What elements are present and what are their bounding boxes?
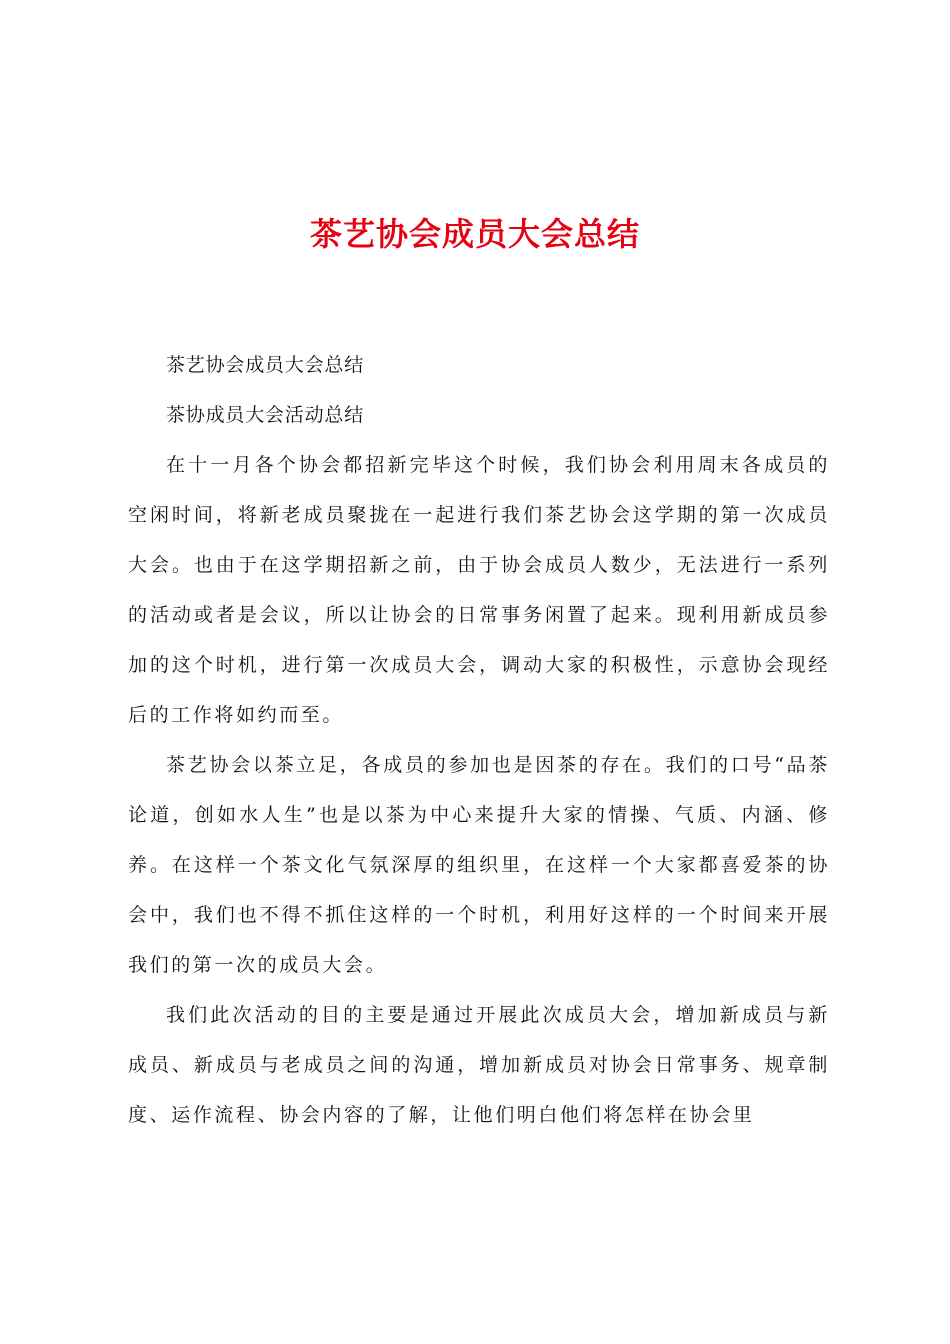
- paragraph-tea-culture: 茶艺协会以茶立足，各成员的参加也是因茶的存在。我们的口号“品茶论道，创如水人生”也是以茶为中心来提升大家的情操、气质、内涵、修养。在这样一个茶文化气氛深厚的组织里，在这样一个大家都喜爱茶的协会中，我们也不得不抓住这样的一个时机，利用好这样的一个时间来开展我们的第一次的成员大会。: [128, 754, 830, 976]
- paragraph-intro: 在十一月各个协会都招新完毕这个时候，我们协会利用周末各成员的空闲时间，将新老成员聚拢在一起进行我们茶艺协会这学期的第一次成员大会。也由于在这学期招新之前，由于协会成员人数少，无法进行一系列的活动或者是会议，所以让协会的日常事务闲置了起来。现利用新成员参加的这个时机，进行第一次成员大会，调动大家的积极性，示意协会现经后的工作将如约而至。: [128, 454, 830, 726]
- document-title: 茶艺协会成员大会总结: [309, 215, 640, 253]
- paragraph-subtitle-2: 茶协成员大会活动总结: [166, 404, 365, 426]
- document-body: [128, 340, 830, 1140]
- paragraph-subtitle-1: 茶艺协会成员大会总结: [166, 354, 365, 376]
- paragraph-purpose: 我们此次活动的目的主要是通过开展此次成员大会，增加新成员与新成员、新成员与老成员之间的沟通，增加新成员对协会日常事务、规章制度、运作流程、协会内容的了解，让他们明白他们将怎样在协会里: [128, 1004, 830, 1126]
